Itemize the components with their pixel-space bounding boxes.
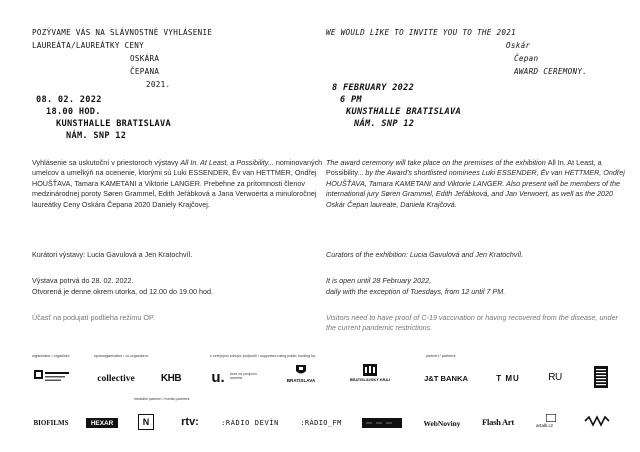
media-partner-dark-logo (362, 418, 402, 428)
rtvs-logo: rtv: (181, 416, 199, 428)
en-covid-notice: Visitors need to have proof of C-19 vaccination or having recovered from the disease, under the current pandemic restrictions. (326, 313, 618, 333)
bsk-crest-mark (363, 364, 377, 376)
sk-invite-line-5: 2021. (146, 80, 171, 89)
en-body-text (326, 158, 630, 210)
partner-badge-mark (594, 366, 608, 388)
bratislava-logo: BRATISLAVA (286, 377, 316, 383)
radio-devin-logo: :RÁDIO DEVÍN (221, 419, 279, 427)
collective-logo: collective (97, 374, 135, 384)
bsk-crest-icon (350, 364, 390, 376)
sk-address: NÁM. SNP 12 (66, 131, 127, 141)
webnoviny-logo: WebNoviny (423, 418, 461, 428)
sk-body-post: nominovaných umelcov a umelkýň na ocenenie, ktorými sú Luki ESSENDER, Ēv van HETTMER, Ondřej HOUŠŤAVA, Tamara KAMETANI a Viktorie LANGER. Prebehne za prítomnosti členov medzinárodnej poroty Søren Grammel, Edith Jeřábková a Jana Verwoerta a minuloročnej laureátky Ceny Oskára Čepana 2020 Daniely Krajčovej. (32, 158, 323, 209)
fpu-subtitle: fond na podporu umenia (230, 372, 257, 380)
hexar-logo: HEXAR (86, 418, 118, 428)
en-invite-line-3: Čepan (514, 54, 539, 63)
sk-invite-line-3: OSKÁRA (130, 54, 160, 63)
artalk-mark-icon (546, 414, 556, 422)
oskar-cepan-logo-mark (34, 370, 70, 384)
coorganizer-label: spoluorganizátori / co-organisers: (94, 354, 149, 358)
sk-exhibition-title: All In. At Least, a Possibility... (180, 158, 274, 167)
oskar-cepan-logo (34, 370, 70, 384)
sk-body-text (32, 158, 328, 210)
squiggle-partner-mark (584, 414, 610, 428)
bsk-logo: BRATISLAVSKÝ KRAJ (349, 378, 391, 382)
artalk-logo (534, 414, 568, 430)
u-dot-logo: u. (211, 368, 225, 386)
public-funding-label: z verejných zdrojov podporili / supported using public funding by: (210, 354, 317, 358)
en-invitation-heading (326, 26, 587, 78)
en-date: 8 FEBRUARY 2022 (332, 83, 415, 93)
ru-logo: RU (548, 371, 562, 383)
partner-badge-logo (594, 366, 608, 388)
sk-time: 18.00 HOD. (46, 107, 101, 117)
sk-body-pre: Vyhlásenie sa uskutoční v priestoroch výstavy (32, 158, 181, 167)
media-partners-label: mediálni partneri / media partners: (134, 397, 191, 401)
radio-fm-logo: :RÁDIO_FM (300, 419, 342, 427)
sk-open-until: Výstava potrvá do 28. 02. 2022. (32, 276, 134, 285)
organizer-label: organizátor / organiser: (32, 354, 71, 358)
biofilms-logo: BIOFILMS (33, 419, 69, 427)
sk-invite-line-1: POZÝVAME VÁS NA SLÁVNOSTNÉ VYHLÁSENIE (32, 28, 213, 37)
en-open-until: It is open until 28 February 2022, (326, 276, 432, 285)
en-address: NÁM. SNP 12 (354, 119, 415, 129)
sk-date: 08. 02. 2022 (36, 95, 102, 105)
sk-invitation-heading (32, 26, 212, 91)
en-invite-line-2: Oskár (506, 41, 531, 50)
en-invite-line-1: WE WOULD LIKE TO INVITE YOU TO THE 2021 (326, 28, 517, 37)
media-partner-dark-mark (362, 418, 402, 428)
artalk-text: artalk.cz (536, 423, 554, 428)
en-exhibition-title: All In. At Least, a Possibility... (326, 158, 602, 178)
sk-open-hours: Otvorená je denne okrem utorka, od 12.00 do 19.00 hod. (32, 287, 214, 296)
flash-art-logo: Flash Art (482, 417, 514, 427)
en-body-pre: The award ceremony will take place on the premises of the exhibition (326, 158, 548, 167)
sk-invite-line-2: LAUREÁTA/LAUREÁTKY CENY (32, 41, 145, 50)
sk-covid-notice: Účasť na podujatí podlieha režimu OP. (32, 313, 155, 322)
en-open-hours: daily with the exception of Tuesdays, from 12 until 7 PM. (326, 287, 506, 296)
squiggle-partner-logo (584, 414, 610, 428)
bratislava-crest-mark (295, 364, 307, 376)
en-time: 6 PM (340, 95, 362, 105)
en-body-post: by the Award's shortlisted nominees Luki ESSENDER, Ēv van HETTMER, Ondřej HOUŠŤAVA, Tamara KAMETANI and Viktorie LANGER. Also present will be members of the international jury Søren Grammel, Edith Jeřábková, and Jan Verwoert, as well as the 2020 Oskár Čepan laureate, Daniela Krajčová. (326, 168, 625, 209)
sk-curators: Kurátori výstavy: Lucia Gavulová a Jen Kratochvíl. (32, 250, 193, 259)
denik-n-logo: N (138, 414, 154, 430)
tmu-logo: T MU (496, 373, 520, 383)
khb-logo: KHB (160, 372, 182, 384)
sk-invite-line-4: ČEPANA (130, 67, 160, 76)
bratislava-crest-icon (284, 364, 318, 376)
en-venue: KUNSTHALLE BRATISLAVA (346, 107, 461, 117)
en-curators: Curators of the exhibition: Lucia Gavulová and Jen Kratochvíl. (326, 250, 523, 259)
jt-banka-logo: J&T BANKA (424, 373, 468, 383)
sk-venue: KUNSTHALLE BRATISLAVA (56, 119, 171, 129)
partners-label: partneri / partners: (426, 354, 457, 358)
en-invite-line-4: AWARD CEREMONY. (514, 67, 588, 76)
